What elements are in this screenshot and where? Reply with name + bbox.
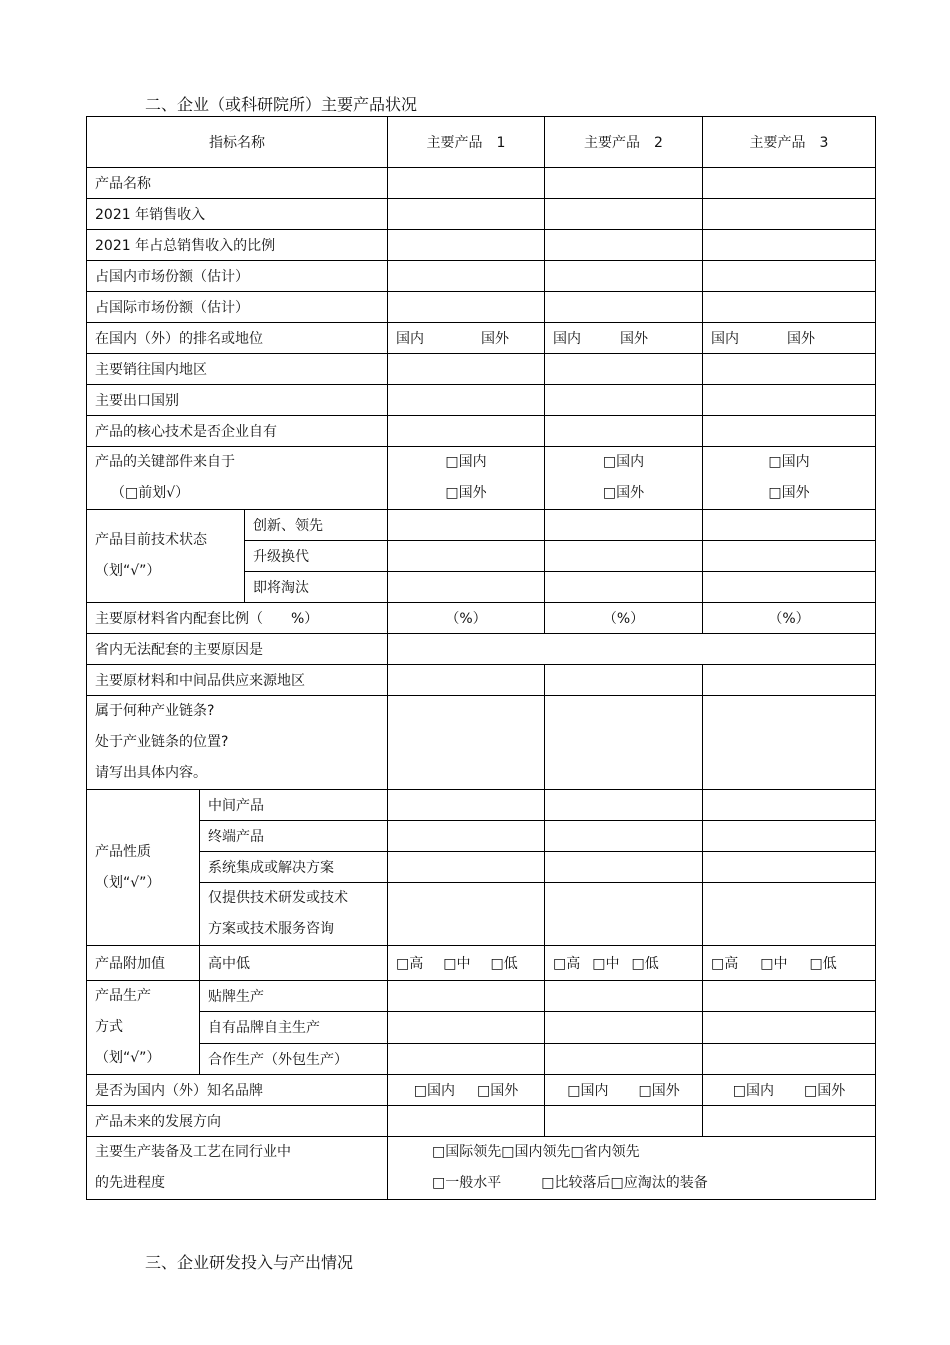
row-label: 产品未来的发展方向 [87, 1106, 388, 1137]
input-cell[interactable] [545, 1043, 703, 1074]
input-cell[interactable] [703, 199, 876, 230]
input-cell[interactable] [703, 1106, 876, 1137]
row-label [87, 790, 200, 946]
checkbox-cell[interactable] [545, 447, 703, 510]
input-cell[interactable] [388, 852, 545, 883]
table-row [87, 261, 876, 292]
foreign-label: 国外 [620, 331, 648, 347]
input-cell[interactable] [545, 883, 703, 946]
table-row [87, 634, 876, 665]
input-cell[interactable] [703, 883, 876, 946]
row-label: 省内无法配套的主要原因是 [87, 634, 388, 665]
checkbox-low[interactable]: □低 [631, 956, 659, 972]
row-label: 是否为国内（外）知名品牌 [87, 1075, 388, 1106]
checkbox-foreign[interactable]: □国外 [768, 485, 810, 501]
domestic-label: 国内 [711, 331, 739, 347]
input-cell[interactable] [703, 1012, 876, 1043]
sub-label: 自有品牌自主生产 [200, 1012, 388, 1043]
sub-label [200, 883, 388, 946]
table-row [87, 416, 876, 447]
checkbox-domestic[interactable]: □国内 [732, 1083, 774, 1099]
checkbox-foreign[interactable]: □国外 [638, 1083, 680, 1099]
brand-cell[interactable] [703, 1075, 876, 1106]
input-cell[interactable] [703, 696, 876, 790]
input-cell[interactable] [388, 385, 545, 416]
input-cell[interactable] [703, 261, 876, 292]
input-cell[interactable] [388, 230, 545, 261]
input-cell[interactable] [703, 852, 876, 883]
input-cell[interactable] [388, 1043, 545, 1074]
input-cell[interactable] [388, 696, 545, 790]
checkbox-mid[interactable]: □中 [760, 956, 788, 972]
sub-label: 贴牌生产 [200, 981, 388, 1012]
input-cell[interactable] [545, 821, 703, 852]
input-cell[interactable] [545, 230, 703, 261]
row-label [87, 981, 200, 1075]
input-cell[interactable] [545, 199, 703, 230]
header-product-2: 主要产品 2 [545, 117, 703, 168]
input-cell[interactable] [703, 385, 876, 416]
table-row [87, 1075, 876, 1106]
row-label [87, 510, 245, 603]
label-line: 产品生产 [95, 988, 151, 1004]
section-heading-rnd: 三、企业研发投入与产出情况 [145, 1253, 354, 1272]
input-cell[interactable] [703, 572, 876, 603]
input-cell[interactable] [545, 168, 703, 199]
input-cell[interactable] [545, 292, 703, 323]
value-cell[interactable] [388, 946, 545, 981]
input-cell[interactable] [545, 790, 703, 821]
table-row [87, 168, 876, 199]
label-line: （划“√”） [95, 874, 161, 891]
input-cell[interactable] [703, 981, 876, 1012]
checkbox-domestic[interactable]: □国内 [413, 1083, 455, 1099]
table-row [87, 821, 876, 852]
table-row [87, 946, 876, 981]
header-row [87, 117, 876, 168]
input-cell[interactable] [545, 416, 703, 447]
checkbox-low[interactable]: □低 [490, 956, 518, 972]
input-cell[interactable] [703, 1043, 876, 1074]
table-row [87, 323, 876, 354]
table-row [87, 199, 876, 230]
row-label: 占国内市场份额（估计） [87, 261, 388, 292]
checkbox-cell[interactable] [703, 447, 876, 510]
equipment-level-cell[interactable] [388, 1137, 876, 1200]
table-row [87, 447, 876, 510]
input-cell[interactable] [545, 385, 703, 416]
label-line: 处于产业链条的位置? [95, 734, 229, 750]
checkbox-foreign[interactable]: □国外 [804, 1083, 846, 1099]
label-line: （□前划√） [111, 485, 190, 501]
checkbox-high[interactable]: □高 [553, 956, 581, 972]
header-indicator: 指标名称 [87, 117, 388, 168]
input-cell[interactable] [703, 510, 876, 541]
checkbox-domestic[interactable]: □国内 [445, 454, 487, 470]
percent-cell[interactable]: （%） [545, 603, 703, 634]
row-label: 主要销往国内地区 [87, 354, 388, 385]
checkbox-mid[interactable]: □中 [592, 956, 620, 972]
foreign-label: 国外 [481, 331, 509, 347]
input-cell[interactable] [545, 696, 703, 790]
row-label: 主要原材料省内配套比例（ %） [87, 603, 388, 634]
value-cell[interactable] [545, 946, 703, 981]
brand-cell[interactable] [545, 1075, 703, 1106]
label-line: 的先进程度 [95, 1175, 165, 1191]
table-row [87, 385, 876, 416]
input-cell[interactable] [388, 1012, 545, 1043]
main-products-table [86, 116, 876, 1200]
input-cell[interactable] [545, 572, 703, 603]
row-label: 占国际市场份额（估计） [87, 292, 388, 323]
ranking-cell[interactable] [388, 323, 545, 354]
checkbox-high[interactable]: □高 [396, 956, 424, 972]
input-cell[interactable] [703, 416, 876, 447]
sub-label: 创新、领先 [245, 510, 388, 541]
input-cell[interactable] [545, 261, 703, 292]
input-cell[interactable] [703, 665, 876, 696]
row-label: 主要原材料和中间品供应来源地区 [87, 665, 388, 696]
foreign-label: 国外 [787, 331, 815, 347]
input-cell[interactable] [388, 572, 545, 603]
table-row [87, 852, 876, 883]
row-label [87, 447, 388, 510]
table-row [87, 1137, 876, 1200]
input-cell[interactable] [703, 790, 876, 821]
table-row [87, 1043, 876, 1074]
input-cell[interactable] [545, 981, 703, 1012]
row-label: 产品的核心技术是否企业自有 [87, 416, 388, 447]
table-row [87, 354, 876, 385]
input-cell[interactable] [388, 981, 545, 1012]
sub-label: 升级换代 [245, 541, 388, 572]
label-line: （划“√”） [95, 1050, 161, 1066]
sub-label: 合作生产（外包生产） [200, 1043, 388, 1074]
input-cell[interactable] [703, 354, 876, 385]
input-cell[interactable] [388, 354, 545, 385]
equipment-options-line-1[interactable]: □国际领先□国内领先□省内领先 [432, 1144, 640, 1160]
checkbox-domestic[interactable]: □国内 [602, 454, 645, 470]
input-cell[interactable] [388, 261, 545, 292]
table-row [87, 981, 876, 1012]
label-line: 方案或技术服务咨询 [208, 921, 334, 937]
checkbox-cell[interactable] [388, 447, 545, 510]
sub-label: 中间产品 [200, 790, 388, 821]
sub-label: 系统集成或解决方案 [200, 852, 388, 883]
ranking-cell[interactable] [545, 323, 703, 354]
table-row [87, 665, 876, 696]
input-cell[interactable] [388, 168, 545, 199]
input-cell[interactable] [703, 292, 876, 323]
checkbox-low[interactable]: □低 [809, 956, 837, 972]
input-cell[interactable] [545, 852, 703, 883]
table-row [87, 230, 876, 261]
checkbox-high[interactable]: □高 [711, 956, 739, 972]
checkbox-foreign[interactable]: □国外 [602, 485, 645, 501]
input-cell[interactable] [388, 790, 545, 821]
row-label: 2021 年占总销售收入的比例 [87, 230, 388, 261]
sub-label: 即将淘汰 [245, 572, 388, 603]
domestic-label: 国内 [396, 331, 424, 347]
input-cell[interactable] [545, 1106, 703, 1137]
input-cell[interactable] [545, 510, 703, 541]
row-label [87, 696, 388, 790]
input-cell[interactable] [388, 883, 545, 946]
input-cell[interactable] [545, 1012, 703, 1043]
input-cell[interactable] [388, 1106, 545, 1137]
input-cell[interactable] [703, 168, 876, 199]
input-cell[interactable] [388, 510, 545, 541]
percent-cell[interactable]: （%） [388, 603, 545, 634]
label-line: 方式 [95, 1019, 123, 1035]
checkbox-backward[interactable]: □比较落后□应淘汰的装备 [541, 1175, 708, 1191]
label-line: 主要生产装备及工艺在同行业中 [95, 1144, 291, 1160]
label-line: 请写出具体内容。 [95, 765, 207, 781]
input-cell[interactable] [545, 354, 703, 385]
input-cell[interactable] [388, 821, 545, 852]
value-cell[interactable] [703, 946, 876, 981]
input-cell[interactable] [703, 230, 876, 261]
checkbox-mid[interactable]: □中 [443, 956, 471, 972]
input-cell[interactable] [703, 821, 876, 852]
table-row [87, 696, 876, 790]
table-row [87, 292, 876, 323]
table-row [87, 1106, 876, 1137]
table-row [87, 790, 876, 821]
label-line: 产品的关键部件来自于 [95, 454, 235, 470]
row-label: 2021 年销售收入 [87, 199, 388, 230]
label-line: 产品目前技术状态 [95, 532, 207, 548]
checkbox-foreign[interactable]: □国外 [477, 1083, 519, 1099]
sub-label: 高中低 [200, 946, 388, 981]
table-row [87, 603, 876, 634]
sub-label: 终端产品 [200, 821, 388, 852]
checkbox-domestic[interactable]: □国内 [768, 454, 810, 470]
input-cell[interactable] [388, 416, 545, 447]
input-cell[interactable] [388, 665, 545, 696]
input-cell[interactable] [545, 665, 703, 696]
checkbox-domestic[interactable]: □国内 [567, 1083, 609, 1099]
input-cell[interactable] [388, 292, 545, 323]
percent-cell[interactable]: （%） [703, 603, 876, 634]
label-line: 仅提供技术研发或技术 [208, 890, 348, 906]
label-line: 属于何种产业链条? [95, 703, 215, 719]
label-line: （划“√”） [95, 563, 161, 579]
header-product-1: 主要产品 1 [388, 117, 545, 168]
checkbox-foreign[interactable]: □国外 [445, 485, 487, 501]
table-row [87, 883, 876, 946]
input-cell[interactable] [545, 541, 703, 572]
row-label: 主要出口国别 [87, 385, 388, 416]
input-cell[interactable] [388, 634, 876, 665]
input-cell[interactable] [388, 199, 545, 230]
table-row [87, 510, 876, 541]
equipment-options-line-2[interactable] [432, 1168, 875, 1199]
domestic-label: 国内 [553, 331, 581, 347]
row-label: 产品名称 [87, 168, 388, 199]
table-row [87, 1012, 876, 1043]
row-label: 产品附加值 [87, 946, 200, 981]
row-label: 在国内（外）的排名或地位 [87, 323, 388, 354]
section-heading-products: 二、企业（或科研院所）主要产品状况 [145, 95, 418, 114]
input-cell[interactable] [388, 541, 545, 572]
checkbox-average[interactable]: □一般水平 [432, 1175, 502, 1191]
ranking-cell[interactable] [703, 323, 876, 354]
brand-cell[interactable] [388, 1075, 545, 1106]
header-product-3: 主要产品 3 [703, 117, 876, 168]
input-cell[interactable] [703, 541, 876, 572]
row-label [87, 1137, 388, 1200]
label-line: 产品性质 [95, 843, 151, 860]
